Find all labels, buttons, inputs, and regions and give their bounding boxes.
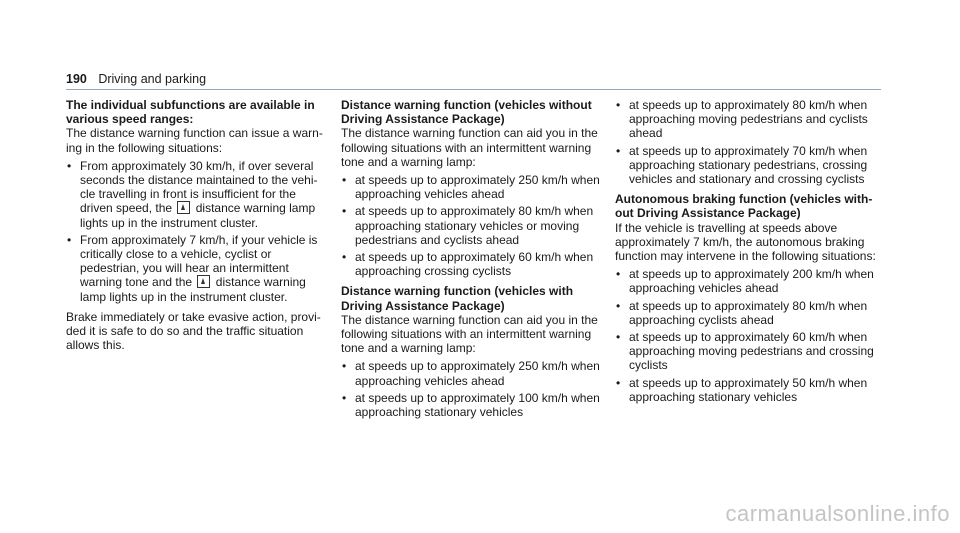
page-number: 190 xyxy=(66,72,87,86)
intro-paragraph: If the vehicle is travelling at speeds above approximately 7 km/h, the autonomous braking function may intervene in the following situations: xyxy=(615,220,876,264)
intro-paragraph: The distance warning function can aid you in the following situations with an intermittent warning tone and a warning lamp: xyxy=(341,126,598,169)
bullet-text: distance warning lamp lights up in the instrument cluster. xyxy=(80,275,306,304)
list-item: • at speeds up to approximately 70 km/h when approaching stationary pedestrians, crossing vehicles and stationary and crossing cyclists xyxy=(615,144,881,187)
header-rule xyxy=(66,89,881,90)
distance-warning-icon xyxy=(177,201,190,214)
intro-paragraph: The distance warning function can issue a warning in the following situations: xyxy=(66,126,323,155)
column-3 xyxy=(615,98,881,410)
intro-paragraph: The distance warning function can aid you in the following situations with an intermittent warning tone and a warning lamp: xyxy=(341,312,598,356)
list-item: • at speeds up to approximately 80 km/h when approaching cyclists ahead xyxy=(615,299,881,327)
bullet-text: distance warning lamp lights up in the instrument cluster. xyxy=(80,201,316,230)
list-item: • at speeds up to approximately 250 km/h when approaching vehicles ahead xyxy=(341,359,601,387)
autonomous-braking-heading: Autonomous braking function (vehicles without Driving Assistance Package) xyxy=(615,192,873,221)
braking-speed-list xyxy=(615,267,881,404)
column-2 xyxy=(341,98,601,425)
list-item: • at speeds up to approximately 200 km/h when approaching vehicles ahead xyxy=(615,267,881,295)
heading-with-package: Distance warning function (vehicles with Driving Assistance Package) xyxy=(341,284,574,313)
heading-without-package: Distance warning function (vehicles without Driving Assistance Package) xyxy=(341,98,592,127)
watermark: carmanualsonline.info xyxy=(725,501,950,526)
page-header xyxy=(66,72,206,86)
list-item: • at speeds up to approximately 80 km/h when approaching moving pedestrians and cyclists ahead xyxy=(615,98,881,141)
outro-paragraph: Brake immediately or take evasive action, provided it is safe to do so and the traffic situation allows this. xyxy=(66,309,321,353)
list-item: • at speeds up to approximately 100 km/h when approaching stationary vehicles xyxy=(341,391,601,419)
bullet-text: From approximately 7 km/h, if your vehicle is critically close to a vehicle, cyclist or pedestrian, you will hear an intermittent warning tone and the xyxy=(80,232,318,290)
list-item: • at speeds up to approximately 60 km/h when approaching moving pedestrians and crossing cyclists xyxy=(615,330,881,373)
speed-list-continued xyxy=(615,98,881,186)
speed-list-with-package xyxy=(341,359,601,419)
bullet-text: From approximately 30 km/h, if over several seconds the distance maintained to the vehicle travelling in front is insufficient for the driven speed, the xyxy=(80,158,318,216)
section-title: Driving and parking xyxy=(98,72,207,86)
column-1 xyxy=(66,98,326,356)
list-item: • at speeds up to approximately 60 km/h when approaching crossing cyclists xyxy=(341,250,601,278)
list-item: • at speeds up to approximately 80 km/h when approaching stationary vehicles or moving pedestrians and cyclists ahead xyxy=(341,204,601,247)
speed-list-without-package xyxy=(341,173,601,278)
list-item xyxy=(66,233,326,304)
subfunctions-heading: The individual subfunctions are available in various speed ranges: xyxy=(66,98,315,127)
distance-warning-icon xyxy=(197,275,210,288)
list-item: • at speeds up to approximately 50 km/h when approaching stationary vehicles xyxy=(615,376,881,404)
situations-list xyxy=(66,159,326,304)
list-item xyxy=(66,159,326,230)
list-item: • at speeds up to approximately 250 km/h when approaching vehicles ahead xyxy=(341,173,601,201)
